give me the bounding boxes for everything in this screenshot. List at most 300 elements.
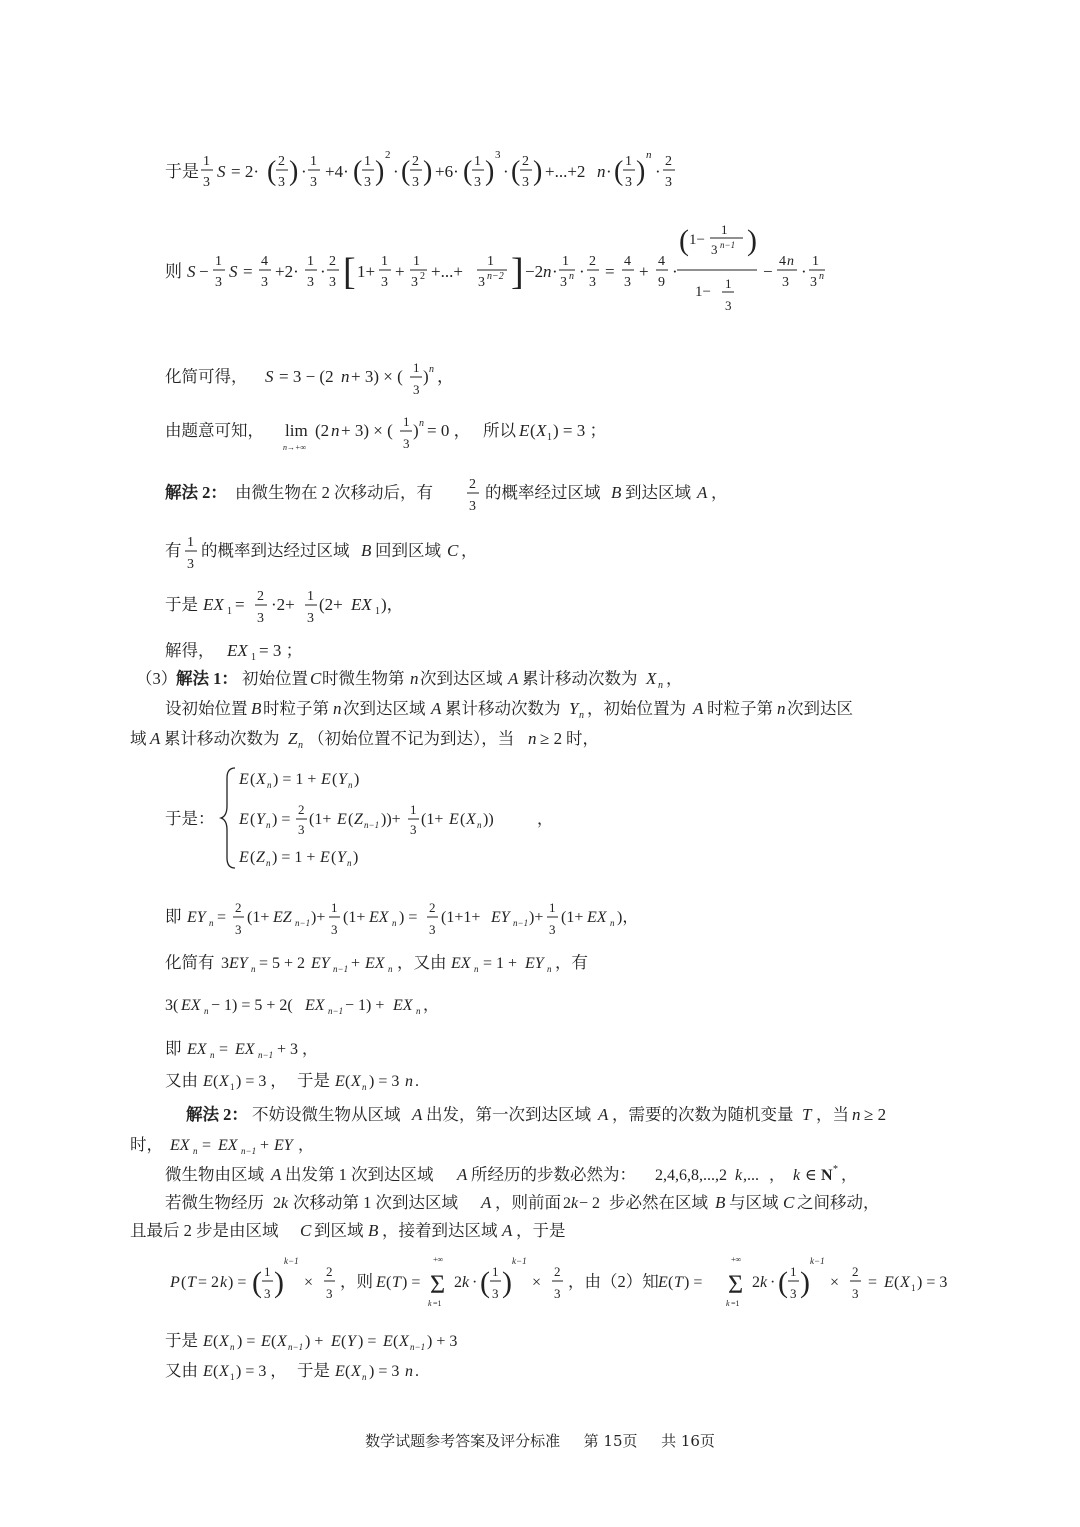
svg-text:E: E xyxy=(449,811,459,828)
svg-text:≥ 2: ≥ 2 xyxy=(540,729,563,748)
svg-text:1−: 1− xyxy=(689,232,705,248)
svg-text:(: ( xyxy=(401,156,411,187)
svg-text:n: n xyxy=(658,680,663,691)
svg-text:B: B xyxy=(368,1221,379,1240)
svg-text:次到达区域: 次到达区域 xyxy=(343,699,426,718)
svg-text:解得，: 解得， xyxy=(165,641,215,660)
formula-svg-1 xyxy=(165,140,725,200)
svg-text:3: 3 xyxy=(554,1286,561,1301)
svg-text:3: 3 xyxy=(413,382,420,397)
formula-line-19 xyxy=(165,1160,925,1190)
svg-text:n: n xyxy=(405,1073,413,1090)
svg-text:A: A xyxy=(502,1221,513,1240)
svg-text:3: 3 xyxy=(469,499,476,514)
svg-text:(: ( xyxy=(679,224,689,257)
svg-text:3: 3 xyxy=(549,922,556,937)
svg-text:EY: EY xyxy=(491,909,510,926)
svg-text:到达区域: 到达区域 xyxy=(625,483,691,502)
svg-text:= 1 +: = 1 + xyxy=(483,955,518,972)
svg-text:3(: 3( xyxy=(165,997,179,1014)
svg-text:，则前面: ，则前面 xyxy=(495,1193,561,1212)
svg-text:，: ， xyxy=(841,1167,858,1184)
svg-text:·: · xyxy=(301,162,307,181)
svg-text:又由: 又由 xyxy=(165,1361,198,1380)
svg-text:EX: EX xyxy=(227,641,248,660)
svg-text:EX: EX xyxy=(203,595,224,614)
svg-text:时，: 时， xyxy=(566,729,599,748)
svg-text:+ 3 ，: + 3 ， xyxy=(277,1041,319,1058)
svg-text:n: n xyxy=(410,669,419,688)
svg-text:域: 域 xyxy=(130,729,147,748)
svg-text:)，: )， xyxy=(617,909,639,926)
svg-text:n: n xyxy=(787,254,794,269)
svg-text:n: n xyxy=(569,271,574,282)
svg-text:) = 3: ) = 3 xyxy=(369,1363,400,1380)
svg-text:E: E xyxy=(884,1274,894,1291)
svg-text:): ) xyxy=(423,367,429,386)
svg-text:n−1: n−1 xyxy=(328,1006,344,1016)
svg-text:k: k xyxy=(571,1195,579,1212)
svg-text:*: * xyxy=(833,1164,838,1175)
formula-svg-14 xyxy=(165,990,505,1020)
svg-text:n: n xyxy=(210,1050,215,1060)
svg-text:): ) xyxy=(354,771,360,788)
svg-text:不妨设微生物从区域: 不妨设微生物从区域 xyxy=(252,1105,401,1124)
svg-text:（初始位置不记为到达），当: （初始位置不记为到达），当 xyxy=(308,729,515,748)
svg-text:= 5 + 2: = 5 + 2 xyxy=(259,955,306,972)
svg-text:于是: 于是 xyxy=(297,1361,330,1380)
svg-text:3: 3 xyxy=(665,175,672,190)
svg-text:k: k xyxy=(281,1195,289,1212)
svg-text:3: 3 xyxy=(364,175,371,190)
svg-text:2: 2 xyxy=(329,254,336,269)
svg-text:N: N xyxy=(821,1167,833,1184)
formula-line-21 xyxy=(130,1216,650,1246)
svg-text:2: 2 xyxy=(385,149,391,161)
svg-text:E: E xyxy=(335,1363,345,1380)
svg-text:(: ( xyxy=(213,1073,219,1090)
formula-line-15 xyxy=(165,1034,405,1064)
svg-text:n−1: n−1 xyxy=(513,918,529,928)
svg-text:2: 2 xyxy=(326,1264,333,1279)
svg-text:1: 1 xyxy=(403,414,410,429)
svg-text:(: ( xyxy=(250,771,256,788)
svg-text:3: 3 xyxy=(412,175,419,190)
svg-text:n: n xyxy=(819,271,824,282)
svg-text:2: 2 xyxy=(412,154,419,169)
svg-text:，: ， xyxy=(298,1137,315,1154)
svg-text:的概率到达经过区域: 的概率到达经过区域 xyxy=(201,541,350,560)
footer-title: 数学试题参考答案及评分标准 xyxy=(365,1432,561,1450)
svg-text:+...+2: +...+2 xyxy=(545,162,586,181)
svg-text:Σ: Σ xyxy=(430,1270,446,1299)
svg-text:n−1: n−1 xyxy=(333,964,349,974)
svg-text:C: C xyxy=(300,1221,312,1240)
svg-text:3: 3 xyxy=(331,922,338,937)
svg-text:n: n xyxy=(416,1006,421,1016)
svg-text:.: . xyxy=(415,1073,419,1090)
svg-text:EX: EX xyxy=(187,1041,207,1058)
svg-text:次移动第 1 次到达区域: 次移动第 1 次到达区域 xyxy=(293,1193,458,1212)
svg-text:EY: EY xyxy=(311,955,330,972)
svg-text:[: [ xyxy=(343,251,356,293)
svg-text:(: ( xyxy=(332,771,338,788)
svg-text:由题意可知，: 由题意可知， xyxy=(165,421,264,440)
svg-text:k−1: k−1 xyxy=(284,1256,299,1266)
svg-text:，由（2）知: ，由（2）知 xyxy=(568,1272,659,1291)
svg-text:时微生物第: 时微生物第 xyxy=(322,669,405,688)
svg-text:(1+: (1+ xyxy=(247,909,270,926)
svg-text:) =: ) = xyxy=(272,811,291,828)
svg-text:2: 2 xyxy=(752,1274,760,1291)
svg-text:T: T xyxy=(674,1274,683,1291)
svg-text:(: ( xyxy=(778,1266,788,1299)
svg-text:1: 1 xyxy=(562,254,569,269)
svg-text:2: 2 xyxy=(273,1195,281,1212)
svg-text:EX: EX xyxy=(451,955,471,972)
svg-text:2: 2 xyxy=(469,477,476,492)
svg-text:+: + xyxy=(395,262,405,281)
svg-text:有: 有 xyxy=(165,541,182,560)
svg-text:所以: 所以 xyxy=(483,421,516,440)
svg-text:+...+: +...+ xyxy=(431,262,463,281)
svg-text:EX: EX xyxy=(181,997,201,1014)
svg-text:X: X xyxy=(646,669,657,688)
svg-text:EY: EY xyxy=(525,955,544,972)
svg-text:X: X xyxy=(277,1333,287,1350)
svg-text:又由: 又由 xyxy=(165,1071,198,1090)
svg-text:) = 3: ) = 3 xyxy=(917,1274,948,1291)
svg-text:EX: EX xyxy=(351,595,372,614)
formula-svg-19 xyxy=(165,1160,925,1190)
svg-text:n: n xyxy=(347,858,352,868)
svg-text:1: 1 xyxy=(413,360,420,375)
svg-text:时，: 时， xyxy=(130,1135,163,1154)
svg-text:1: 1 xyxy=(487,254,494,269)
svg-text:=: = xyxy=(219,1041,229,1058)
svg-text:3: 3 xyxy=(203,175,210,190)
svg-text:2: 2 xyxy=(257,589,264,604)
svg-text:): ) xyxy=(353,849,359,866)
formula-svg-2 xyxy=(165,222,845,322)
formula-line-3 xyxy=(165,358,465,408)
svg-text:n−2: n−2 xyxy=(487,271,504,282)
formula-line-1 xyxy=(165,140,725,200)
svg-text:3: 3 xyxy=(403,436,410,451)
svg-text:T: T xyxy=(802,1105,812,1124)
svg-text:n: n xyxy=(777,699,786,718)
svg-text:Y: Y xyxy=(256,811,265,828)
svg-text:3: 3 xyxy=(381,275,388,290)
svg-text:n: n xyxy=(331,421,340,440)
svg-text:n−1: n−1 xyxy=(720,240,736,250)
svg-text:S: S xyxy=(229,262,238,281)
svg-text:n: n xyxy=(392,918,397,928)
svg-text:n: n xyxy=(348,780,353,790)
formula-line-7 xyxy=(165,584,465,634)
svg-text:初始位置: 初始位置 xyxy=(242,669,308,688)
svg-text:与区域: 与区域 xyxy=(729,1193,779,1212)
svg-text:，需要的次数为随机变量: ，需要的次数为随机变量 xyxy=(612,1105,794,1124)
svg-text:n: n xyxy=(646,149,652,161)
svg-text:EY: EY xyxy=(187,909,206,926)
svg-text:): ) xyxy=(800,1266,810,1299)
svg-text:1: 1 xyxy=(790,1264,797,1279)
svg-text:于是：: 于是： xyxy=(165,809,215,828)
svg-text:k: k xyxy=(726,1299,730,1308)
svg-text:n: n xyxy=(333,699,342,718)
svg-text:×: × xyxy=(532,1274,542,1291)
svg-text:累计移动次数为: 累计移动次数为 xyxy=(522,669,638,688)
formula-svg-20 xyxy=(165,1188,965,1218)
svg-text:n: n xyxy=(419,418,424,429)
svg-text:]: ] xyxy=(511,251,524,293)
formula-svg-17 xyxy=(186,1100,966,1130)
svg-text:E: E xyxy=(335,1073,345,1090)
svg-text:=1: =1 xyxy=(433,1299,442,1308)
svg-text:1: 1 xyxy=(812,254,819,269)
svg-text:·: · xyxy=(606,162,612,181)
svg-text:4: 4 xyxy=(658,254,665,269)
svg-text:Y: Y xyxy=(338,771,347,788)
svg-text:+: + xyxy=(260,1137,270,1154)
svg-text:n−1: n−1 xyxy=(364,820,380,830)
svg-text:2: 2 xyxy=(554,1264,561,1279)
svg-text:E: E xyxy=(320,849,330,866)
svg-text:A: A xyxy=(697,483,708,502)
svg-text:(: ( xyxy=(463,156,473,187)
svg-text:C: C xyxy=(783,1193,795,1212)
svg-text:且最后 2 步是由区域: 且最后 2 步是由区域 xyxy=(130,1221,279,1240)
svg-text:的概率经过区域: 的概率经过区域 xyxy=(485,483,601,502)
svg-text:)，: )， xyxy=(381,595,404,614)
svg-text:E: E xyxy=(203,1073,213,1090)
svg-text:步必然在区域: 步必然在区域 xyxy=(609,1193,708,1212)
svg-text:(: ( xyxy=(530,421,536,440)
svg-text:k: k xyxy=(428,1299,432,1308)
svg-text:= 3 − (2: = 3 − (2 xyxy=(279,367,334,386)
svg-text:3: 3 xyxy=(810,275,817,290)
svg-text:+4·: +4· xyxy=(325,162,349,181)
svg-text:3: 3 xyxy=(725,298,732,313)
formula-svg-3 xyxy=(165,358,465,408)
svg-text:− 1) = 5 + 2(: − 1) = 5 + 2( xyxy=(211,997,293,1014)
svg-text:于是: 于是 xyxy=(165,162,199,181)
svg-text:) +: ) + xyxy=(305,1333,324,1350)
svg-text:X: X xyxy=(219,1363,229,1380)
svg-text:1+: 1+ xyxy=(357,262,376,281)
svg-text:1: 1 xyxy=(721,222,728,237)
svg-text:n: n xyxy=(298,740,303,751)
svg-text:·: · xyxy=(503,162,509,181)
formula-svg-system xyxy=(165,762,585,872)
svg-text:3: 3 xyxy=(307,611,314,626)
svg-text:·: · xyxy=(672,262,678,281)
svg-text:时粒子第: 时粒子第 xyxy=(263,699,329,718)
svg-text:n: n xyxy=(543,262,552,281)
svg-text:，: ， xyxy=(711,483,728,502)
svg-text:EY: EY xyxy=(229,955,248,972)
svg-text:3: 3 xyxy=(329,275,336,290)
svg-text:n: n xyxy=(267,780,272,790)
svg-text:): ) xyxy=(289,156,299,187)
svg-text:T: T xyxy=(392,1274,401,1291)
svg-text:1: 1 xyxy=(492,1264,499,1279)
svg-text:微生物由区域: 微生物由区域 xyxy=(165,1165,264,1184)
svg-text:，: ， xyxy=(769,1167,786,1184)
formula-line-17 xyxy=(186,1100,966,1130)
formula-svg-13 xyxy=(165,948,665,978)
svg-text:n: n xyxy=(405,1363,413,1380)
svg-text:，: ， xyxy=(423,997,440,1014)
svg-text:2: 2 xyxy=(563,1195,571,1212)
svg-text:解法 1：: 解法 1： xyxy=(176,669,238,688)
svg-text:3: 3 xyxy=(589,275,596,290)
svg-text:，初始位置为: ，初始位置为 xyxy=(587,699,686,718)
svg-text:B: B xyxy=(251,699,262,718)
formula-line-12 xyxy=(165,896,725,946)
svg-text:1: 1 xyxy=(307,254,314,269)
svg-text:n: n xyxy=(597,162,606,181)
formula-svg-11 xyxy=(130,724,690,754)
svg-text:n: n xyxy=(852,1105,861,1124)
svg-text:3: 3 xyxy=(478,275,485,290)
svg-text:1: 1 xyxy=(331,900,338,915)
svg-text:E: E xyxy=(658,1274,668,1291)
formula-svg-18 xyxy=(130,1130,390,1160)
svg-text:出发第 1 次到达区域: 出发第 1 次到达区域 xyxy=(285,1165,434,1184)
svg-text:3: 3 xyxy=(261,275,268,290)
svg-text:P: P xyxy=(170,1274,180,1291)
svg-text:4: 4 xyxy=(261,254,268,269)
svg-text:E: E xyxy=(383,1333,393,1350)
svg-text:(: ( xyxy=(348,811,354,828)
svg-text:1: 1 xyxy=(307,589,314,604)
svg-text:1: 1 xyxy=(215,254,222,269)
svg-text:，接着到达区域: ，接着到达区域 xyxy=(382,1221,498,1240)
svg-text:n: n xyxy=(388,964,393,974)
svg-text:EX: EX xyxy=(170,1137,190,1154)
svg-text:于是: 于是 xyxy=(165,1331,198,1350)
svg-text:n−1: n−1 xyxy=(410,1342,426,1352)
svg-text:4: 4 xyxy=(624,254,631,269)
svg-text:2: 2 xyxy=(665,154,672,169)
svg-text:Y: Y xyxy=(569,699,579,718)
svg-text:+∞: +∞ xyxy=(731,1255,742,1264)
svg-text:，: ， xyxy=(537,811,554,828)
svg-text:2: 2 xyxy=(298,802,305,817)
svg-text:C: C xyxy=(310,669,322,688)
svg-text:，: ， xyxy=(666,669,683,688)
svg-text:): ) xyxy=(274,1266,284,1299)
svg-text:(: ( xyxy=(345,1073,351,1090)
formula-svg-15 xyxy=(165,1034,405,1064)
svg-text:) + 3: ) + 3 xyxy=(427,1333,458,1350)
svg-text:(: ( xyxy=(460,811,466,828)
svg-text:))+: ))+ xyxy=(381,811,401,828)
svg-text:设初始位置: 设初始位置 xyxy=(165,699,248,718)
svg-text:3: 3 xyxy=(326,1286,333,1301)
svg-text:3: 3 xyxy=(264,1286,271,1301)
svg-text:1: 1 xyxy=(251,652,256,663)
svg-text:·: · xyxy=(655,162,661,181)
svg-text:(: ( xyxy=(341,1333,347,1350)
svg-text:E: E xyxy=(239,811,249,828)
svg-text:) =: ) = xyxy=(237,1333,256,1350)
svg-text:1: 1 xyxy=(227,606,232,617)
svg-text:=: = xyxy=(202,1137,212,1154)
svg-text:n: n xyxy=(547,964,552,974)
svg-text:EX: EX xyxy=(305,997,325,1014)
svg-text:3: 3 xyxy=(187,557,194,572)
svg-text:·: · xyxy=(579,262,585,281)
svg-text:= 3 ；: = 3 ； xyxy=(259,641,303,660)
svg-text:E: E xyxy=(337,811,347,828)
svg-text:A: A xyxy=(412,1105,423,1124)
svg-text:− 2: − 2 xyxy=(579,1195,601,1212)
svg-text:时粒子第: 时粒子第 xyxy=(707,699,773,718)
svg-text:=: = xyxy=(217,909,227,926)
svg-text:n: n xyxy=(610,918,615,928)
svg-text:A: A xyxy=(598,1105,609,1124)
svg-text:A: A xyxy=(481,1193,492,1212)
svg-text:到区域: 到区域 xyxy=(314,1221,364,1240)
svg-text:k: k xyxy=(220,1274,228,1291)
formula-line-23 xyxy=(165,1326,585,1356)
svg-text:于是: 于是 xyxy=(297,1071,330,1090)
svg-text:EZ: EZ xyxy=(273,909,292,926)
svg-text:A: A xyxy=(508,669,519,688)
svg-text:(: ( xyxy=(894,1274,900,1291)
svg-text:，又由: ，又由 xyxy=(397,953,447,972)
svg-text:4: 4 xyxy=(779,254,786,269)
svg-text:3: 3 xyxy=(221,955,229,972)
svg-text:E: E xyxy=(376,1274,386,1291)
svg-text:E: E xyxy=(203,1333,213,1350)
svg-text:1: 1 xyxy=(230,1372,235,1382)
svg-text:1−: 1− xyxy=(695,284,711,300)
formula-svg-9 xyxy=(136,664,776,694)
svg-text:即: 即 xyxy=(165,1039,182,1058)
svg-text:3: 3 xyxy=(298,822,305,837)
svg-text:2: 2 xyxy=(235,900,242,915)
svg-text:n−1: n−1 xyxy=(258,1050,274,1060)
svg-text:S: S xyxy=(217,162,226,181)
svg-text:k: k xyxy=(793,1167,801,1184)
svg-text:所经历的步数必然为：: 所经历的步数必然为： xyxy=(471,1165,636,1184)
svg-text:+ 3) × (: + 3) × ( xyxy=(341,421,393,440)
svg-text:1: 1 xyxy=(375,606,380,617)
formula-svg-4 xyxy=(165,412,625,462)
svg-text:E: E xyxy=(321,771,331,788)
svg-text:·: · xyxy=(393,162,399,181)
svg-text:(: ( xyxy=(480,1266,490,1299)
svg-text:X: X xyxy=(219,1073,229,1090)
svg-text:1: 1 xyxy=(474,154,481,169)
svg-text:)): )) xyxy=(483,811,494,828)
svg-text:，则: ，则 xyxy=(340,1272,373,1291)
svg-text:=: = xyxy=(243,262,253,281)
svg-text:= 2·: = 2· xyxy=(231,162,259,181)
svg-text:3: 3 xyxy=(429,922,436,937)
svg-text:2,4,6,8,...,2: 2,4,6,8,...,2 xyxy=(655,1167,727,1184)
svg-text:E: E xyxy=(331,1333,341,1350)
svg-text:由微生物在 2 次移动后，有: 由微生物在 2 次移动后，有 xyxy=(235,483,433,502)
svg-text:(: ( xyxy=(213,1363,219,1380)
svg-text:(: ( xyxy=(331,849,337,866)
svg-text:k: k xyxy=(735,1167,743,1184)
svg-text:,...: ,... xyxy=(743,1167,759,1184)
